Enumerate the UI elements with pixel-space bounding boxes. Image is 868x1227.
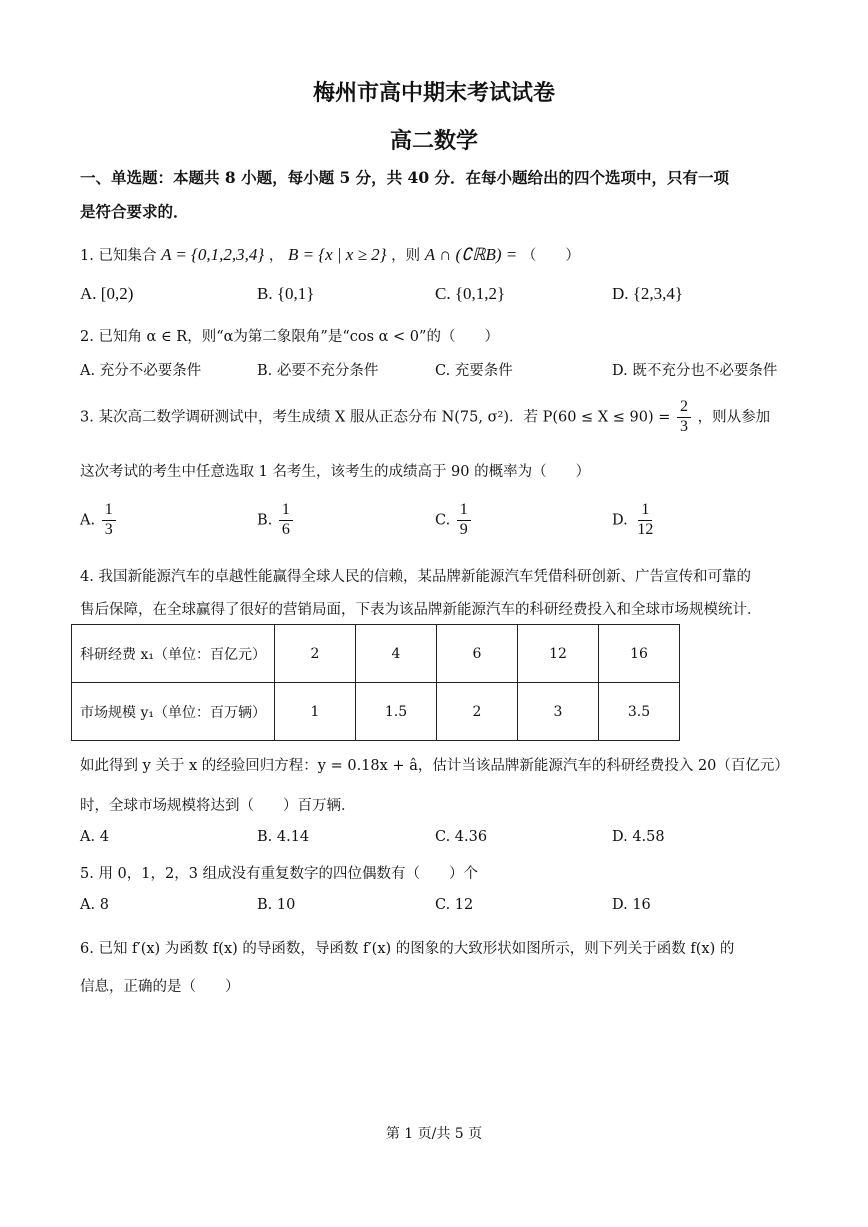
q3-option-b-den: 6 xyxy=(281,520,290,538)
q3-option-b-num: 1 xyxy=(279,502,293,521)
table-row-label: 市场规模 y₁（单位：百万辆） xyxy=(72,683,275,741)
q3-option-d-label: D. xyxy=(612,512,628,529)
q3-option-a-label: A. xyxy=(80,512,96,529)
q3-option-a xyxy=(80,502,118,539)
table-cell: 3 xyxy=(518,683,599,741)
exam-subject: 高二数学 xyxy=(389,128,478,154)
q3-text-a: 3. 某次高二数学调研测试中，考生成绩 X 服从正态分布 N(75, σ²)．若 P(60 ≤ X ≤ 90) = xyxy=(80,409,671,426)
q1-mid: ，则 xyxy=(391,248,421,264)
q1-set-a: A = {0,1,2,3,4} xyxy=(161,245,265,264)
q4-option-b: B. 4.14 xyxy=(257,829,310,845)
q2-option-a: A. 充分不必要条件 xyxy=(80,363,202,379)
q5-option-c: C. 12 xyxy=(435,897,474,913)
q3-option-d-den: 12 xyxy=(637,520,654,538)
data-table xyxy=(71,624,680,741)
q3-fraction xyxy=(677,399,691,436)
q1-option-c: C. {0,1,2} xyxy=(435,284,506,303)
table-row-label: 科研经费 x₁（单位：百亿元） xyxy=(72,625,275,683)
table-cell: 1 xyxy=(275,683,356,741)
table-cell: 16 xyxy=(599,625,680,683)
section-heading-line1: 一、单选题：本题共 8 小题，每小题 5 分，共 40 分．在每小题给出的四个选项中，只有一项 xyxy=(80,168,730,187)
question-2: 2. 已知角 α ∈ R，则“α为第二象限角”是“cos α < 0”的（ ） xyxy=(80,329,499,345)
q4-option-a: A. 4 xyxy=(80,829,109,845)
q3-option-b-label: B. xyxy=(257,512,273,529)
table-cell: 3.5 xyxy=(599,683,680,741)
q3-option-a-num: 1 xyxy=(102,502,116,521)
q4-option-d: D. 4.58 xyxy=(612,829,665,845)
q1-sep: ， xyxy=(268,248,284,264)
q5-option-a: A. 8 xyxy=(80,897,109,913)
section-heading-line2: 是符合要求的． xyxy=(80,202,189,221)
question-4-line4: 时，全球市场规模将达到（ ）百万辆． xyxy=(80,798,356,814)
q1-option-b: B. {0,1} xyxy=(257,284,315,303)
table-cell: 4 xyxy=(356,625,437,683)
question-6-line1: 6. 已知 f′(x) 为函数 f(x) 的导函数，导函数 f′(x) 的图象的大致形状如图所示，则下列关于函数 f(x) 的 xyxy=(80,941,735,957)
q3-option-b xyxy=(257,502,295,539)
q1-expression: A ∩ (∁ℝB) = xyxy=(424,245,518,264)
q1-paren: （ ） xyxy=(521,248,580,264)
q5-option-d: D. 16 xyxy=(612,897,651,913)
q2-option-c: C. 充要条件 xyxy=(435,363,513,379)
table-cell: 12 xyxy=(518,625,599,683)
q3-option-c-label: C. xyxy=(435,512,451,529)
q3-fraction-num: 2 xyxy=(677,399,691,418)
question-4-line1: 4. 我国新能源汽车的卓越性能赢得全球人民的信赖，某品牌新能源汽车凭借科研创新、广告宣传和可靠的 xyxy=(80,569,751,585)
q1-set-b: B = {x | x ≥ 2} xyxy=(287,245,387,264)
table-cell: 2 xyxy=(437,683,518,741)
q5-option-b: B. 10 xyxy=(257,897,296,913)
q3-option-c xyxy=(435,502,473,539)
table-cell: 6 xyxy=(437,625,518,683)
q1-option-a: A. [0,2) xyxy=(80,284,134,303)
question-4-line2: 售后保障，在全球赢得了很好的营销局面，下表为该品牌新能源汽车的科研经费投入和全球市场规模统计． xyxy=(80,602,762,618)
table-row xyxy=(72,683,680,741)
q3-option-c-num: 1 xyxy=(457,502,471,521)
q3-option-c-den: 9 xyxy=(459,520,468,538)
q3-text-b: ，则从参加 xyxy=(697,409,771,426)
question-5: 5. 用 0，1，2，3 组成没有重复数字的四位偶数有（ ）个 xyxy=(80,866,479,882)
question-1 xyxy=(80,244,580,265)
question-6-line2: 信息，正确的是（ ） xyxy=(80,979,240,995)
q2-option-d: D. 既不充分也不必要条件 xyxy=(612,363,778,379)
q4-option-c: C. 4.36 xyxy=(435,829,488,845)
page-footer: 第 1 页/共 5 页 xyxy=(385,1126,483,1142)
q3-option-d-num: 1 xyxy=(638,502,652,521)
table-cell: 2 xyxy=(275,625,356,683)
table-cell: 1.5 xyxy=(356,683,437,741)
q3-fraction-den: 3 xyxy=(679,417,688,435)
q1-option-d: D. {2,3,4} xyxy=(612,284,684,303)
q3-option-a-den: 3 xyxy=(104,520,113,538)
question-3-line1 xyxy=(80,399,770,436)
q2-option-b: B. 必要不充分条件 xyxy=(257,363,379,379)
table-row xyxy=(72,625,680,683)
question-3-line2: 这次考试的考生中任意选取 1 名考生，该考生的成绩高于 90 的概率为（ ） xyxy=(80,464,591,480)
q3-option-d xyxy=(612,502,658,539)
question-4-line3: 如此得到 y 关于 x 的经验回归方程：y = 0.18x + â，估计当该品牌新能源汽车的科研经费投入 20（百亿元） xyxy=(80,758,789,774)
q1-prefix: 1. 已知集合 xyxy=(80,248,157,264)
exam-title: 梅州市高中期末考试试卷 xyxy=(312,80,555,106)
